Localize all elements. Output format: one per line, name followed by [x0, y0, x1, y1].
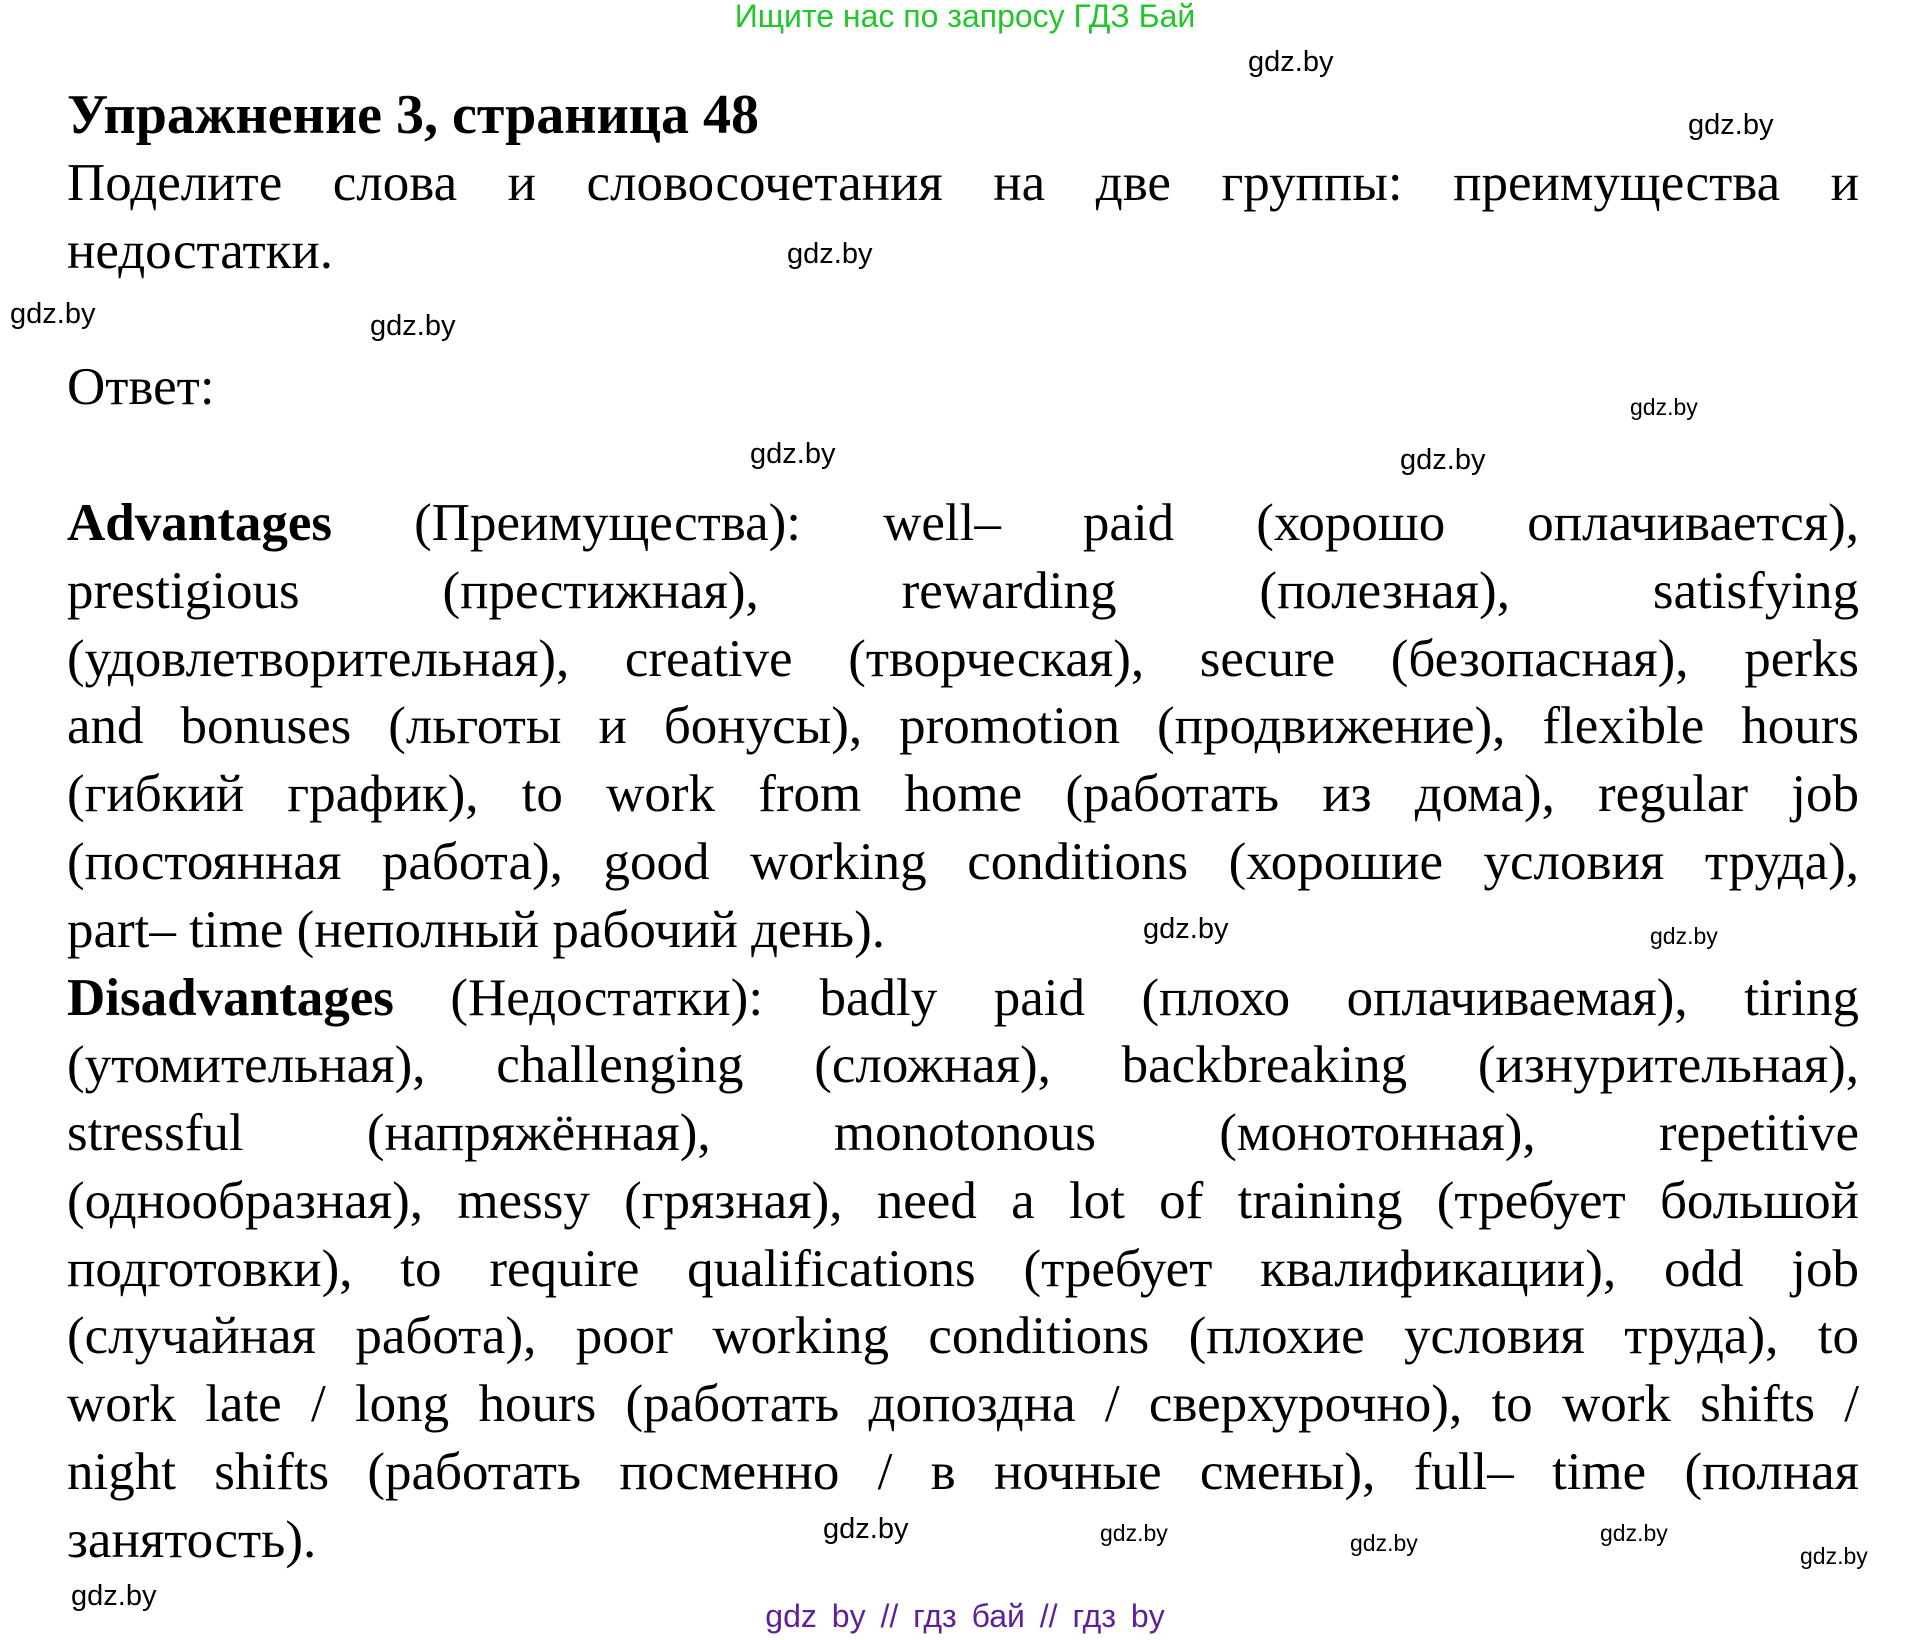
answer-label: Ответ: — [67, 358, 215, 416]
top-banner: Ищите нас по запросу ГДЗ Бай — [734, 0, 1196, 34]
advantages-line: (удовлетворительная), creative (творческая), secure (безопасная), perks — [67, 630, 1859, 688]
disadvantages-label: Disadvantages — [67, 969, 394, 1027]
line-text: (Преимущества): well– paid (хорошо оплачивается), — [332, 494, 1859, 552]
disadvantages-line — [67, 964, 1859, 1032]
disadvantages-line: (случайная работа), poor working conditions (плохие условия труда), to — [67, 1307, 1859, 1365]
watermark: gdz.by — [1800, 1543, 1868, 1569]
line-text: (Недостатки): badly paid (плохо оплачиваемая), tiring — [393, 969, 1859, 1027]
advantages-line: prestigious (престижная), rewarding (полезная), satisfying — [67, 562, 1859, 620]
task-line: недостатки. — [67, 222, 333, 280]
watermark: gdz.by — [823, 1513, 909, 1545]
advantages-label: Advantages — [67, 494, 333, 552]
watermark: gdz.by — [1688, 109, 1774, 141]
disadvantages-line: night shifts (работать посменно / в ночные смены), full– time (полная — [67, 1443, 1859, 1501]
disadvantages-line: занятость). — [67, 1511, 317, 1569]
advantages-line: and bonuses (льготы и бонусы), promotion (продвижение), flexible hours — [67, 697, 1859, 755]
watermark: gdz.by — [1400, 444, 1486, 476]
watermark: gdz.by — [787, 238, 873, 270]
disadvantages-line: (однообразная), messy (грязная), need a lot of training (требует большой — [67, 1172, 1859, 1230]
bottom-banner: gdz by // гдз бай // гдз by — [765, 1598, 1165, 1634]
advantages-line: (постоянная работа), good working conditions (хорошие условия труда), — [67, 833, 1859, 891]
disadvantages-line: (утомительная), challenging (сложная), backbreaking (изнурительная), — [67, 1036, 1859, 1094]
watermark: gdz.by — [1100, 1520, 1168, 1546]
page-title: Упражнение 3, страница 48 — [67, 84, 760, 146]
watermark: gdz.by — [1630, 394, 1698, 420]
watermark: gdz.by — [1350, 1530, 1418, 1556]
advantages-line: part– time (неполный рабочий день). — [67, 901, 886, 959]
watermark: gdz.by — [1143, 913, 1229, 945]
advantages-line — [67, 489, 1859, 557]
advantages-line: (гибкий график), to work from home (работать из дома), regular job — [67, 765, 1859, 823]
watermark: gdz.by — [370, 310, 456, 342]
watermark: gdz.by — [1600, 1520, 1668, 1546]
watermark: gdz.by — [71, 1580, 157, 1612]
watermark: gdz.by — [1650, 923, 1718, 949]
task-line: Поделите слова и словосочетания на две группы: преимущества и — [67, 154, 1859, 212]
watermark: gdz.by — [750, 438, 836, 470]
watermark: gdz.by — [1248, 46, 1334, 78]
disadvantages-line: stressful (напряжённая), monotonous (монотонная), repetitive — [67, 1104, 1859, 1162]
disadvantages-line: work late / long hours (работать допоздна / сверхурочно), to work shifts / — [67, 1375, 1859, 1433]
disadvantages-line: подготовки), to require qualifications (требует квалификации), odd job — [67, 1240, 1859, 1298]
watermark: gdz.by — [10, 298, 96, 330]
